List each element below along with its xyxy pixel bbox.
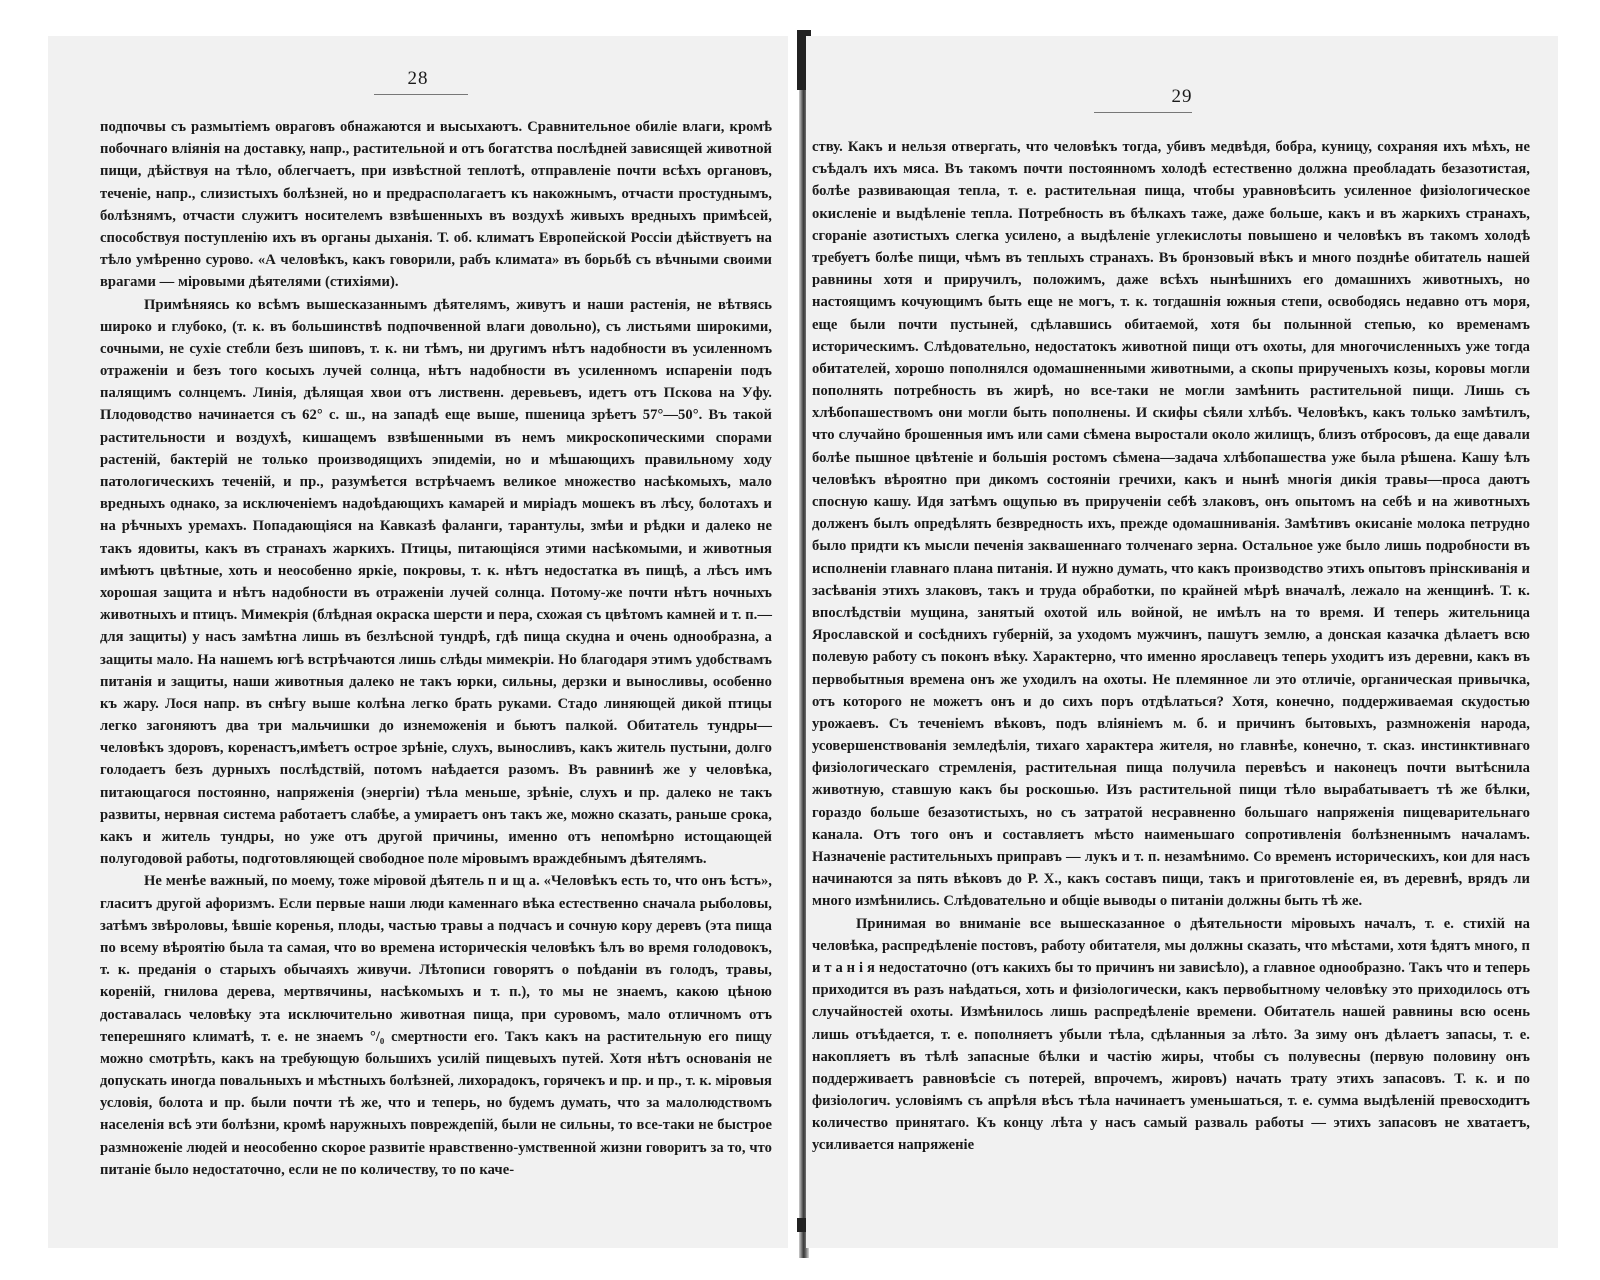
paragraph: Примѣняясь ко всѣмъ вышесказаннымъ дѣятелямъ, живутъ и наши растенія, не вѣтвясь широко и глубоко, (т. к. въ большинствѣ подпочвенной влаги довольно), съ листьями широкими, сочными, не сухіе стебли безъ шиповъ, т. к. ни тѣмъ, ни другимъ нѣтъ надобности въ усиленномъ отраженіи и безъ того косыхъ лучей солнца, нѣтъ надобности въ усиленномъ испареніи подъ палящимъ солнцемъ. Линія, дѣлящая хвои отъ лиственн. деревьевъ, идетъ отъ Пскова на Уфу. Плодоводство начинается съ 62° с. ш., на западѣ еще выше, пшеница зрѣетъ 57°—50°. Въ такой растительности и воздухѣ, кишащемъ взвѣшенными въ немъ микроскопическими спорами растеній, бактерій не только производящихъ эпидеміи, но и мѣшающихъ правильному ходу патологическихъ теченій, и пр., разумѣется встрѣчаемъ великое множество насѣкомыхъ, мало вредныхъ однако, за исключеніемъ надоѣдающихъ камарей и миріадъ мошекъ въ лѣсу, болотахъ и на рѣчныхъ уремахъ. Попадающіяся на Кавказѣ фаланги, тарантулы, змѣи и рѣдки и далеко не такъ ядовиты, какъ въ странахъ жаркихъ. Птицы, питающіяся этими насѣкомыми, и животныя имѣютъ цвѣтные, хоть и неособенно яркіе, покровы, т. к. нѣтъ недостатка въ пищѣ, а лѣсъ имъ хорошая защита и нѣтъ надобности въ отраженіи лучей солнца. Потому-же почти нѣтъ ночныхъ животныхъ и птицъ. Мимекрія (блѣдная окраска шерсти и пера, схожая съ цвѣтомъ камней и т. п.—для защиты) у насъ замѣтна лишь въ безлѣсной тундрѣ, гдѣ пища скудна и очень однообразна, а защиты мало. На нашемъ югѣ встрѣчаются лишь слѣды мимекріи. Но благодаря этимъ удобствамъ питанія и защиты, наши животныя далеко не такъ юрки, сильны, дерзки и выносливы, особенно къ жару. Лося напр. въ снѣгу выше колѣна легко брать руками. Стадо линяющей дикой птицы легко загоняютъ два три мальчишки до изнеможенія и бьютъ палкой. Обитатель тундры—человѣкъ здоровъ, коренастъ,имѣетъ острое зрѣніе, слухъ, выносливъ, какъ житель пустыни, долго голодаетъ безъ дурныхъ послѣдствій, потомъ наѣдается разомъ. Въ равнинѣ же у человѣка, питающагося постоянно, напряженія (энергіи) тѣла меньше, зрѣніе, слухъ и пр. далеко не такъ развиты, нервная система работаетъ слабѣе, а умираетъ онъ такъ же, можно сказать, раньше срока, какъ и житель тундры, но уже отъ другой причины, именно отъ непомѣрно истощающей полугодовой работы, подготовляющей свободное поле міровымъ враждебнымъ дѣятелямъ. <box>100 296 772 868</box>
paragraph: подпочвы съ размытіемъ овраговъ обнажаются и высыхаютъ. Сравнительное обиліе влаги, кромѣ побочнаго вліянія на доставку, напр., растительной и отъ богатства послѣдней зависящей животной пищи, дѣйствуя на тѣло, облегчаетъ, при извѣстной теплотѣ, отправленіе почти всѣхъ органовъ, теченіе, напр., слизистыхъ болѣзней, но и предрасполагаетъ къ накожнымъ, отчасти простуднымъ, болѣзнямъ, отчасти служитъ носителемъ взвѣшенныхъ въ воздухѣ живыхъ вредныхъ примѣсей, способствуя поступленію ихъ въ органы дыханія. Т. об. климатъ Европейской Россіи дѣйствуетъ на тѣло умѣренно сурово. «А человѣкъ, какъ говорили, рабъ климата» въ борьбѣ съ вѣчными своими врагами — міровыми дѣятелями (стихіями). <box>100 119 772 291</box>
right-page-text <box>812 136 1530 1157</box>
paragraph: Принимая во вниманіе все вышесказанное о дѣятельности міровыхъ началъ, т. е. стихій на человѣка, распредѣленіе постовъ, работу обитателя, мы должны сказать, что мѣстами, хотя ѣдятъ много, п и т а н і я недостаточно (отъ какихъ бы то причинъ ни зависѣло), а главное однообразно. Такъ что и теперь приходится въ разъ наѣдаться, хоть и физіологически, какъ первобытному человѣку это приходилось отъ случайностей охоты. Измѣнилось лишь распредѣленіе времени. Обитатель нашей равнины всю осень лишь отъѣдается, т. е. пополняетъ убыли тѣла, сдѣланныя за лѣто. За зиму онъ дѣлаетъ запасы, т. е. накопляетъ въ тѣлѣ запасные бѣлки и частію жиры, чтобы съ полувесны (первую половину онъ поддерживаетъ равновѣсіе съ потерей, впрочемъ, жировъ) начать трату этихъ запасовъ. Т. к. и по физіологич. условіямъ съ апрѣля вѣсъ тѣла начинаетъ уменьшаться, т. е. сумма выдѣленій превосходитъ количество принятаго. Къ концу лѣта у насъ самый разваль работы — этихъ запасовъ не хватаетъ, усиливается напряженіе <box>812 915 1530 1154</box>
paragraph: Не менѣе важный, по моему, тоже міровой дѣятель п и щ а. «Человѣкъ есть то, что онъ ѣстъ», гласитъ другой афоризмъ. Если первые наши люди каменнаго вѣка естественно сначала рыболовы, затѣмъ звѣроловы, ѣвшіе коренья, плоды, частью травы а подчасъ и сочную кору деревъ (эта пища по всему вѣроятію была та самая, что во времена историческія человѣкъ ѣлъ во время голодовокъ, т. к. преданія о старыхъ обычаяхъ живучи. Лѣтописи говорятъ о поѣданіи въ голодъ, травы, кореній, гнилова дерева, мертвячины, насѣкомыхъ и т. п.), то мы не знаемъ, какою цѣною доставалась человѣку эта исключительно животная пища, при суровомъ, мало отличномъ отъ теперешняго климатѣ, т. е. не знаемъ °/₀ смертности его. Такъ какъ на растительную его пищу можно смотрѣть, какъ на требующую большихъ усилій пищевыхъ путей. Хотя нѣтъ основанія не допускать иногда повальныхъ и мѣстныхъ болѣзней, лихорадокъ, горячекъ и пр. и пр., т. к. міровыя условія, болота и пр. были почти тѣ же, что и теперь, но будемъ думать, что за малолюдствомъ населенія всѣ эти болѣзни, кромѣ наружныхъ повреждепій, были не сильны, то все-таки не быстрое размноженіе людей и неособенно скорое развитіе нравственно-умственной жизни говоритъ за то, что питаніе было недостаточно, если не по количеству, то по каче- <box>100 873 772 1178</box>
left-page <box>48 36 788 1248</box>
page-number-left: 28 <box>407 68 429 89</box>
page-number-right: 29 <box>1171 86 1193 107</box>
paragraph: ству. Какъ и нельзя отвергать, что человѣкъ тогда, убивъ медвѣдя, бобра, куницу, сохраняя ихъ мѣхъ, не съѣдалъ ихъ мяса. Въ такомъ почти постоянномъ холодѣ естественно должна преобладать безазотистая, болѣе развивающая тепла, т. е. растительная пища, чтобы уравновѣсить усиленное физіологическое окисленіе и выдѣленіе тепла. Потребность въ бѣлкахъ таже, даже больше, какъ и въ жаркихъ странахъ, сгораніе азотистыхъ слегка усилено, а выдѣленіе углекислоты повышено и человѣкъ въ такомъ холодѣ требуетъ болѣе пищи, чѣмъ въ теплыхъ странахъ. Въ бронзовый вѣкъ и много позднѣе обитатель нашей равнины хотя и приручилъ, положимъ, даже всѣхъ нынѣшнихъ его домашнихъ животныхъ, но настоящимъ кочующимъ быть еще не могъ, т. к. тогдашнія южныя степи, освободясь недавно отъ моря, еще были почти пустыней, сдѣлавшись обитаемой, хотя бы полынной степью, ко временамъ историческимъ. Слѣдовательно, недостатокъ животной пищи отъ охоты, для многочисленныхъ уже тогда обитателей, хорошо пополнялся одомашненными животными, а скопы прирученыхъ козы, коровы могли пополнять потребность въ жирѣ, но все-таки не могли замѣнить растительной пищи. Лишь съ хлѣбопашествомъ они могли быть пополнены. И скифы сѣяли хлѣбъ. Человѣкъ, какъ только замѣтилъ, что случайно брошенныя имъ или сами сѣмена выростали около жилищъ, близъ отбросовъ, да еще давали болѣе пышное цвѣтеніе и большія ростомъ сѣмена—задача хлѣбопашества уже была рѣшена. Кашу ѣлъ человѣкъ вѣроятно при дикомъ состояніи гречихи, какъ и нынѣ многія дикія травы—проса даютъ спосную кашу. Идя затѣмъ ощупью въ прирученіи себѣ злаковъ, онъ опытомъ на себѣ и на животныхъ долженъ былъ опредѣлять безвредность ихъ, прежде одомашниванія. Замѣтивъ окисаніе молока петрудно было придти къ мысли печенія заквашеннаго толченаго зерна. Остальное уже было лишь подробности въ исполненіи главнаго плана питанія. И нужно думать, что какъ производство этихъ опытовъ прінскиванія и засѣванія этихъ злаковъ, такъ и труда обработки, по крайней мѣрѣ вначалѣ, лежало на женщинѣ. Т. к. впослѣдствіи мущина, занятый охотой иль войной, не имѣлъ на то время. И теперь жительница Ярославской и сосѣднихъ губерній, за уходомъ мужчинъ, пашутъ землю, а донская казачка дѣлаетъ всю полевую работу съ поконъ вѣку. Характерно, что именно ярославецъ теперь уходитъ изъ деревни, какъ въ первобытныя времена онъ же уходилъ на охоты. Не племянное ли это отличіе, органическая привычка, отъ которого не можетъ онъ и до сихъ поръ отдѣлаться? Хотя, конечно, поддерживаемая скудостью урожаевъ. Съ теченіемъ вѣковъ, подъ вліяніемъ м. б. и причинъ бытовыхъ, размноженія народа, усовершенствованія земледѣлія, тихаго характера жителя, но главнѣе, конечно, т. сказ. инстинктивнаго физіологическаго стремленія, растительная пища получила перевѣсъ и наконецъ почти вытѣснила животную, ставшую какъ бы роскошью. Изъ растительной пищи тѣло вырабатываетъ тѣ же бѣлки, гораздо больше безазотистыхъ, но съ затратой несравненно большаго напряженія пищеварительнаго канала. Отъ того онъ и составляетъ мѣсто наименьшаго сопротивленія болѣзненнымъ началамъ. Назначеніе растительныхъ приправъ — лукъ и т. п. незамѣнимо. Со временъ историческихъ, кои для насъ начинаются за пять вѣковъ до Р. Х., какъ составъ пищи, такъ и приготовленіе ея, въ деревнѣ, врядъ ли много измѣнились. Слѣдовательно и общіе выводы о питаніи должны быть тѣ же. <box>812 139 1530 910</box>
page-number-rule-left <box>374 94 468 95</box>
right-page <box>806 36 1558 1248</box>
left-page-text <box>100 116 772 1181</box>
page-number-rule-right <box>1094 112 1192 113</box>
